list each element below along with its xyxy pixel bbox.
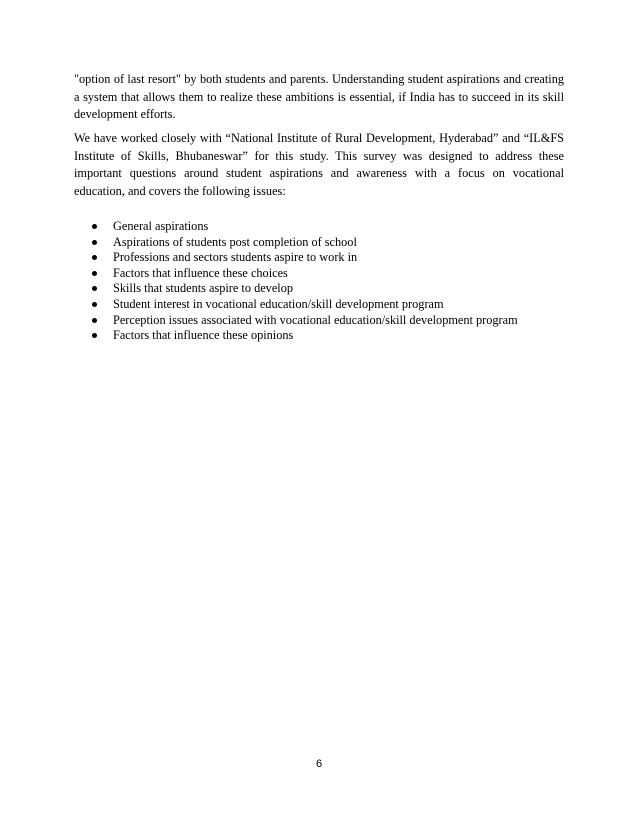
list-item [92, 297, 518, 313]
list-item-text: Factors that influence these choices [113, 265, 288, 280]
bullet-icon [92, 333, 97, 338]
list-item [92, 281, 518, 297]
bullet-icon [92, 318, 97, 323]
bullet-icon [92, 224, 97, 229]
list-item [92, 235, 518, 251]
list-item [92, 313, 518, 329]
paragraph-intro: "option of last resort" by both students and parents. Understanding student aspirations and creating a system that allows them to realize these ambitions is essential, if India has to succeed in its skill development efforts. [74, 72, 564, 121]
list-item-text: Perception issues associated with vocational education/skill development program [113, 312, 518, 327]
list-item-text: Skills that students aspire to develop [113, 281, 293, 296]
bullet-icon [92, 271, 97, 276]
bullet-icon [92, 240, 97, 245]
list-item-text: Student interest in vocational education/skill development program [113, 296, 444, 311]
list-item [92, 250, 518, 266]
paragraph-study-description: We have worked closely with “National Institute of Rural Development, Hyderabad” and “IL&FS Institute of Skills, Bhubaneswar” for this study. This survey was designed to address these important questions around student aspirations and awareness with a focus on vocational education, and covers the following issues: [74, 131, 564, 198]
list-item-text: Professions and sectors students aspire to work in [113, 250, 358, 265]
list-item-text: General aspirations [113, 219, 209, 233]
bullet-icon [92, 302, 97, 307]
page-number: 6 [315, 758, 323, 770]
list-item-text: Aspirations of students post completion of school [113, 234, 357, 249]
bullet-icon [92, 255, 97, 260]
list-item [92, 328, 518, 344]
bullet-icon [92, 286, 97, 291]
issues-list [92, 219, 518, 344]
list-item-text: Factors that influence these opinions [113, 328, 294, 343]
list-item [92, 266, 518, 282]
list-item [92, 219, 518, 235]
